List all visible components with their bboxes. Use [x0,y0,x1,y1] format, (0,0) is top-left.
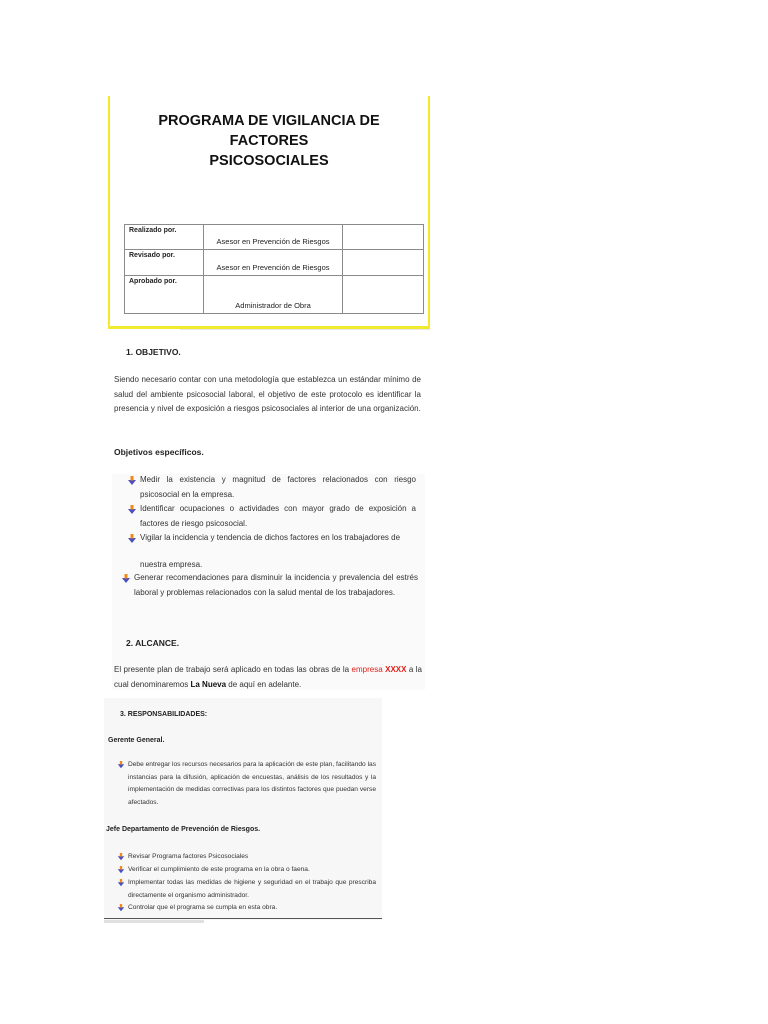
arrow-down-bullet-icon [126,531,140,546]
signoff-row-realizado [125,225,424,250]
list-item [116,851,376,864]
list-item [126,531,416,546]
gerente-heading: Gerente General. [108,737,165,744]
list-item-text: Debe entregar los recursos necesarios para la aplicación de este plan, facilitando las instancias para la difusión, aplicación de encuestas, análisis de los resultados y la implementación de medidas correctivas para los distintos factores que puedan verse afectados. [128,761,376,806]
arrow-down-bullet-icon [120,571,134,600]
list-item [126,473,416,502]
arrow-down-bullet-icon [126,502,140,531]
objetivo-heading: 1. OBJETIVO. [126,347,181,357]
alcance-empresa-name: XXXX [385,665,407,674]
arrow-down-bullet-icon [116,864,128,877]
alcance-text-1: El presente plan de trabajo será aplicado en todas las obras de la [114,665,352,674]
alcance-paragraph [114,663,422,692]
list-item-text: Medir la existencia y magnitud de factores relacionados con riesgo psicosocial en la empresa. [140,475,416,499]
responsabilidades-heading: 3. RESPONSABILIDADES: [120,711,208,718]
arrow-down-bullet-icon [116,759,128,809]
signoff-value: Administrador de Obra [204,276,343,314]
arrow-down-bullet-icon [116,902,128,915]
signoff-row-revisado [125,250,424,276]
objetivo-paragraph: Siendo necesario contar con una metodología que establezca un estándar mínimo de salud del ambiente psicosocial laboral, el objetivo de este protocolo es identificar la presencia y nivel de exposición a riesgos psicosociales al interior de una organización. [114,375,421,413]
list-item-text: Revisar Programa factores Psicosociales [128,853,249,860]
alcance-text-2: a la cual denominaremos [114,665,422,689]
arrow-down-bullet-icon [126,473,140,502]
list-item-text: Controlar que el programa se cumpla en esta obra. [128,904,278,911]
arrow-down-bullet-icon [116,877,128,902]
cover-divider [180,329,430,330]
list-item-text: Identificar ocupaciones o actividades con mayor grado de exposición a factores de riesgo psicosocial. [140,504,416,528]
list-item [116,877,376,902]
title-line-2: PSICOSOCIALES [209,153,329,169]
list-item-text: Verificar el cumplimiento de este programa en la obra o faena. [128,866,310,873]
signoff-label: Realizado por. [125,225,204,250]
page-bottom-shade [104,920,204,923]
signoff-signature-cell [342,225,423,250]
jefe-heading: Jefe Departamento de Prevención de Riesgos. [106,826,261,833]
list-item [116,759,376,809]
objetivos-especificos-heading: Objetivos específicos. [114,447,204,457]
signoff-label: Aprobado por. [125,276,204,314]
signoff-signature-cell [342,276,423,314]
document-title [125,111,413,171]
list-item [120,571,418,600]
signoff-signature-cell [342,250,423,276]
list-item-continuation: nuestra empresa. [140,560,203,569]
title-line-1: PROGRAMA DE VIGILANCIA DE FACTORES [158,113,380,149]
list-item-text: Generar recomendaciones para disminuir la incidencia y prevalencia del estrés laboral y problemas relacionados con la salud mental de los trabajadores. [134,573,418,597]
alcance-heading: 2. ALCANCE. [126,638,180,648]
signoff-value: Asesor en Prevención de Riesgos [204,250,343,276]
signoff-label: Revisado por. [125,250,204,276]
list-item-text: Vigilar la incidencia y tendencia de dichos factores en los trabajadores de [140,533,401,542]
list-item [116,864,376,877]
list-item [116,902,376,915]
list-item-text: Implementar todas las medidas de higiene y seguridad en el trabajo que prescriba directamente el organismo administrador. [128,879,376,899]
signoff-table [124,224,424,314]
alcance-nickname: La Nueva [190,679,227,689]
signoff-row-aprobado [125,276,424,314]
alcance-empresa-word: empresa [351,665,383,674]
alcance-text-3: de aquí en adelante. [226,679,302,689]
signoff-value: Asesor en Prevención de Riesgos [204,225,343,250]
arrow-down-bullet-icon [116,851,128,864]
page-bottom-rule [104,918,382,919]
list-item [126,502,416,531]
